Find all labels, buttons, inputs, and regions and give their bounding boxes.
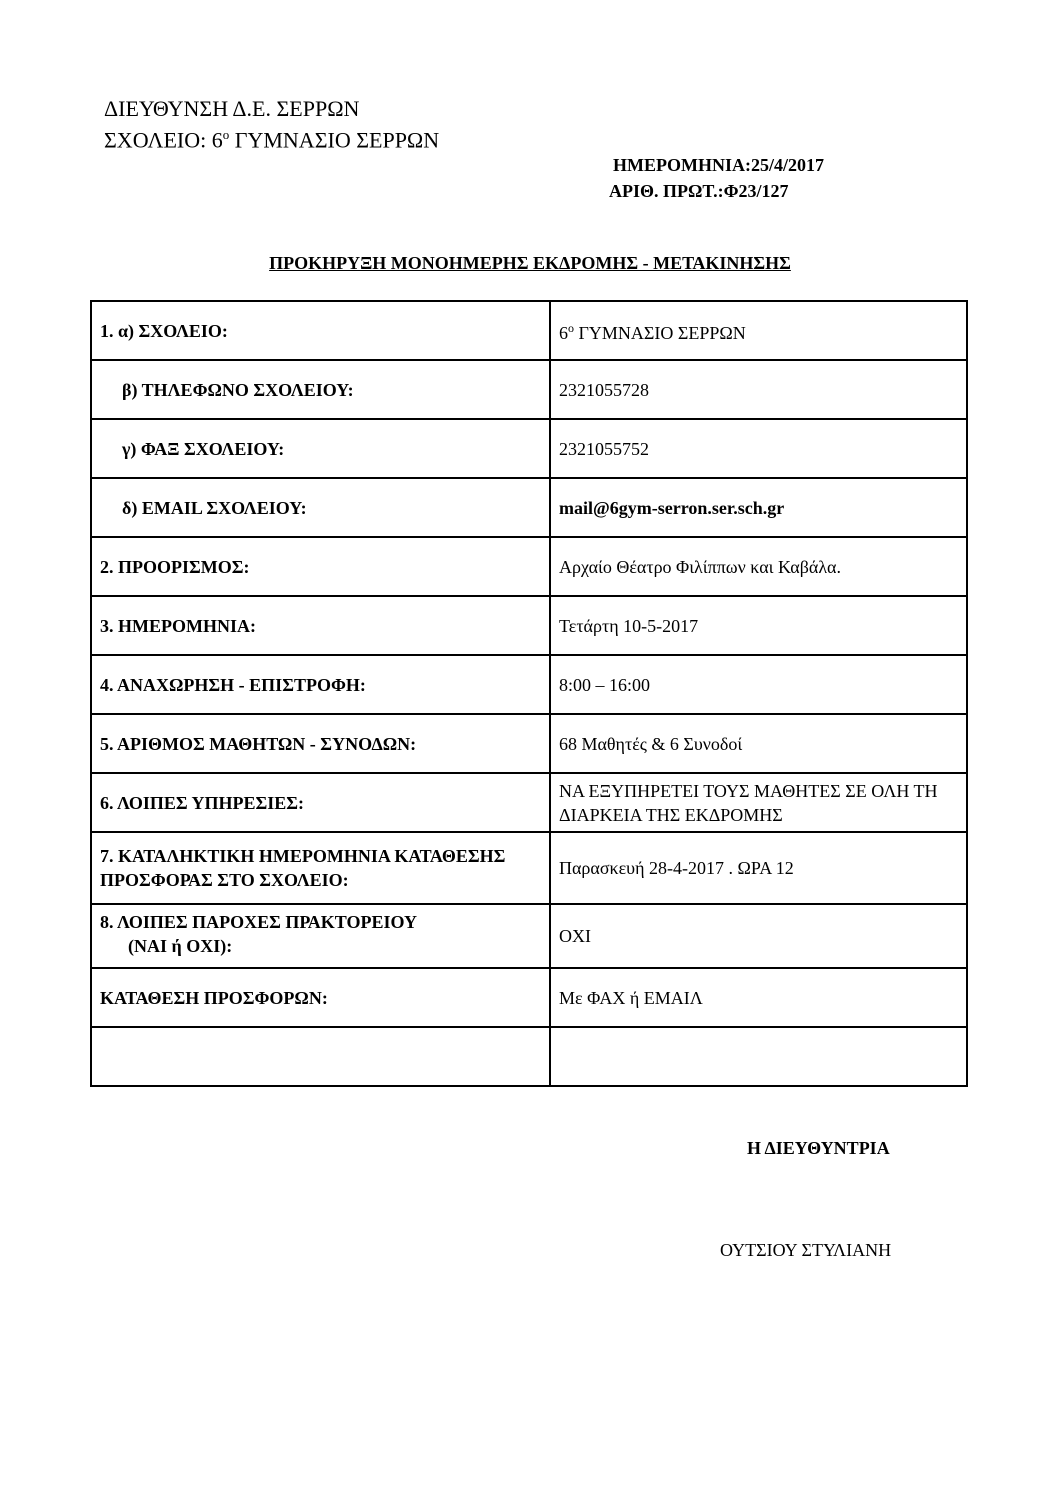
departure-return-value: 8:00 – 16:00 <box>550 655 967 714</box>
table-row <box>91 832 967 904</box>
email-label: δ) EMAIL ΣΧΟΛΕΙΟΥ: <box>91 478 550 537</box>
school-value <box>550 301 967 360</box>
table-row <box>91 1027 967 1086</box>
signature-name: ΟΥΤΣΙΟΥ ΣΤΥΛΙΑΝΗ <box>720 1240 892 1260</box>
school-heading-suffix: ΓΥΜΝΑΣΙΟ ΣΕΡΡΩΝ <box>229 127 440 153</box>
offer-submission-label: ΚΑΤΑΘΕΣΗ ΠΡΟΣΦΟΡΩΝ: <box>91 968 550 1027</box>
departure-return-label: 4. ΑΝΑΧΩΡΗΣΗ - ΕΠΙΣΤΡΟΦΗ: <box>91 655 550 714</box>
deadline-value: Παρασκευή 28-4-2017 . ΩΡΑ 12 <box>550 832 967 904</box>
email-value[interactable]: mail@6gym-serron.ser.sch.gr <box>550 478 967 537</box>
table-row <box>91 537 967 596</box>
date-value: Τετάρτη 10-5-2017 <box>550 596 967 655</box>
other-services-value: ΝΑ ΕΞΥΠΗΡΕΤΕΙ ΤΟΥΣ ΜΑΘΗΤΕΣ ΣΕ ΟΛΗ ΤΗ ΔΙΑΡΚΕΙΑ ΤΗΣ ΕΚΔΡΟΜΗΣ <box>550 773 967 832</box>
table-row <box>91 360 967 419</box>
table-row <box>91 773 967 832</box>
table-row <box>91 478 967 537</box>
document-title: ΠΡΟΚΗΡΥΞΗ ΜΟΝΟΗΜΕΡΗΣ ΕΚΔΡΟΜΗΣ - ΜΕΤΑΚΙΝΗΣΗΣ <box>269 253 791 273</box>
school-heading-superscript: ο <box>222 127 230 142</box>
table-row <box>91 714 967 773</box>
school-value-superscript: ο <box>568 321 574 335</box>
table-row <box>91 655 967 714</box>
empty-cell <box>550 1027 967 1086</box>
students-escorts-value: 68 Μαθητές & 6 Συνοδοί <box>550 714 967 773</box>
trip-details-table <box>90 300 968 1087</box>
agency-provisions-label-line2: (ΝΑΙ ή ΟΧΙ): <box>128 936 233 956</box>
school-heading <box>104 127 439 153</box>
deadline-label: 7. ΚΑΤΑΛΗΚΤΙΚΗ ΗΜΕΡΟΜΗΝΙΑ ΚΑΤΑΘΕΣΗΣ ΠΡΟΣΦΟΡΑΣ ΣΤΟ ΣΧΟΛΕΙΟ: <box>91 832 550 904</box>
other-services-label: 6. ΛΟΙΠΕΣ ΥΠΗΡΕΣΙΕΣ: <box>91 773 550 832</box>
table-row <box>91 419 967 478</box>
agency-provisions-value: ΟΧΙ <box>550 904 967 968</box>
offer-submission-value: Με ΦΑΧ ή ΕΜΑΙΛ <box>550 968 967 1027</box>
document-date: ΗΜΕΡΟΜΗΝΙΑ:25/4/2017 <box>613 155 824 175</box>
destination-label: 2. ΠΡΟΟΡΙΣΜΟΣ: <box>91 537 550 596</box>
signature-role: Η ΔΙΕΥΘΥΝΤΡΙΑ <box>747 1138 890 1158</box>
school-value-suffix: ΓΥΜΝΑΣΙΟ ΣΕΡΡΩΝ <box>574 323 746 343</box>
phone-value: 2321055728 <box>550 360 967 419</box>
fax-label: γ) ΦΑΞ ΣΧΟΛΕΙΟΥ: <box>91 419 550 478</box>
agency-provisions-label-line1: 8. ΛΟΙΠΕΣ ΠΑΡΟΧΕΣ ΠΡΑΚΤΟΡΕΙΟΥ <box>100 912 417 932</box>
agency-provisions-label <box>91 904 550 968</box>
date-label: 3. ΗΜΕΡΟΜΗΝΙΑ: <box>91 596 550 655</box>
fax-value: 2321055752 <box>550 419 967 478</box>
empty-cell <box>91 1027 550 1086</box>
school-value-prefix: 6 <box>559 323 568 343</box>
students-escorts-label: 5. ΑΡΙΘΜΟΣ ΜΑΘΗΤΩΝ - ΣΥΝΟΔΩΝ: <box>91 714 550 773</box>
table-row <box>91 596 967 655</box>
protocol-number: ΑΡΙΘ. ΠΡΩΤ.:Φ23/127 <box>609 181 789 201</box>
destination-value: Αρχαίο Θέατρο Φιλίππων και Καβάλα. <box>550 537 967 596</box>
school-label: 1. α) ΣΧΟΛΕΙΟ: <box>91 301 550 360</box>
phone-label: β) ΤΗΛΕΦΩΝΟ ΣΧΟΛΕΙΟΥ: <box>91 360 550 419</box>
table-row <box>91 904 967 968</box>
table-row <box>91 301 967 360</box>
school-heading-prefix: ΣΧΟΛΕΙΟ: 6 <box>104 127 223 153</box>
directorate-heading: ΔΙΕΥΘΥΝΣΗ Δ.Ε. ΣΕΡΡΩΝ <box>104 96 360 121</box>
table-row <box>91 968 967 1027</box>
